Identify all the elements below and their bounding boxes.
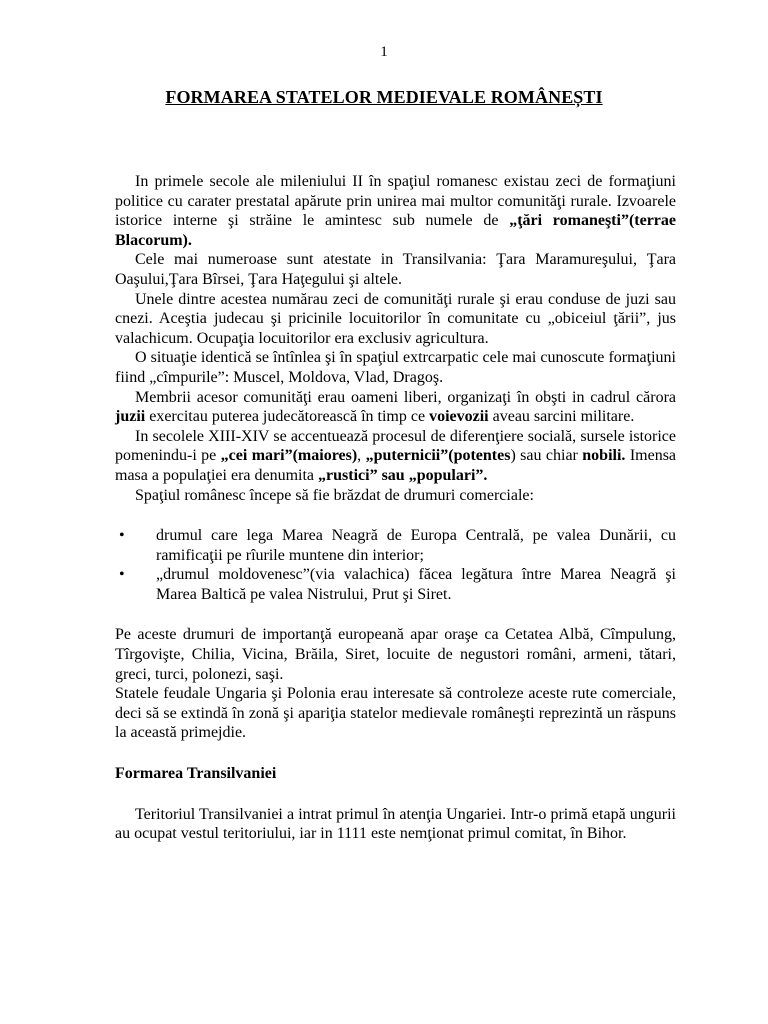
paragraph-feudal-states: Statele feudale Ungaria şi Polonia erau interesate să controleze aceste rute comerciale, deci să se extindă în zonă şi apariţia statelor medievale româneşti reprezintă un răspuns la această primejdie. <box>115 685 676 742</box>
bold-term-nobili: nobili. <box>582 447 626 465</box>
paragraph-text: exercitau puterea judecătorească în timp ce <box>145 408 430 426</box>
paragraph-trade-routes-intro: Spaţiul românesc începe să fie brăzdat de drumuri comerciale: <box>135 486 534 504</box>
page-title: FORMAREA STATELOR MEDIEVALE ROMÂNEȘTI <box>165 87 603 107</box>
paragraph-text: In primele secole ale mileniului II în spaţiul romanesc existau zeci de formaţiuni politice cu carater prestatal apărute prin unirea mai multor comunităţi rurale. Izvoarele istorice interne şi străine le amintesc sub numele de <box>115 173 676 230</box>
paragraph-extracarpathian: O situaţie identică se întînlea şi în spaţiul extrcarpatic cele mai cunoscute formaţiuni fiind „cîmpurile”: Muscel, Moldova, Vlad, Dragoş. <box>115 349 676 386</box>
bold-term-tari-romanesti: „ţări romaneşti”(terrae Blacorum) <box>115 212 677 249</box>
list-item-text: „drumul moldovenesc”(via valachica) făcea legătura între Marea Neagră şi Marea Baltică pe valea Nistrului, Prut şi Siret. <box>156 566 676 603</box>
bold-term-juzii: juzii <box>115 408 146 426</box>
bold-term-cei-mari: „cei mari”(maiores) <box>220 447 358 465</box>
bold-term-voievozii: voievozii <box>429 408 489 426</box>
document-body <box>115 172 676 844</box>
list-item <box>115 565 676 604</box>
paragraph-text: aveau sarcini militare. <box>488 408 635 426</box>
bold-punctuation: . <box>187 231 192 249</box>
bullet-icon: • <box>119 527 125 545</box>
paragraph-communities: Unele dintre acestea numărau zeci de comunităţi rurale şi erau conduse de juzi sau cnezi. Aceştia judecau şi pricinile locuitorilor în comunitate cu „obiceiul ţării”, jus valachicum. Ocupaţia locuitorilor era exclusiv agricultura. <box>115 290 676 347</box>
paragraph-social-differentiation <box>115 427 676 486</box>
paragraph-transilvania-formation: Teritoriul Transilvaniei a intrat primul în atenţia Ungariei. Intr-o primă etapă ungurii au ocupat vestul teritoriului, iar in 1111 este nemţionat primul comitat, în Bihor. <box>115 805 676 843</box>
bold-term-rustici: „rustici” sau „populari”. <box>318 466 488 484</box>
section-heading: Formarea Transilvaniei <box>115 765 277 783</box>
paragraph-text: ) sau chiar <box>510 447 583 465</box>
paragraph-members <box>115 388 676 427</box>
paragraph-transilvania-lands: Cele mai numeroase sunt atestate in Transilvania: Ţara Maramureşului, Ţara Oaşului,Ţara Bîrsei, Ţara Haţegului şi altele. <box>115 251 676 288</box>
paragraph-cities: Pe aceste drumuri de importanţă europeană apar oraşe ca Cetatea Albă, Cîmpulung, Tîrgovişte, Chilia, Vicina, Brăila, Siret, locuite de negustori români, armeni, tătari, greci, turci, polonezi, saşi. <box>115 626 676 683</box>
page-number: 1 <box>380 44 388 60</box>
paragraph-text: Imensa masa a populaţiei era denumita <box>115 447 677 484</box>
paragraph-intro <box>115 172 676 250</box>
list-item-text: drumul care lega Marea Neagră de Europa Centrală, pe valea Dunării, cu ramificaţii pe rîurile muntene din interior; <box>156 527 676 564</box>
paragraph-text: In secolele XIII-XIV se accentuează procesul de diferenţiere socială, sursele istorice pomenindu-i pe <box>115 427 676 465</box>
trade-routes-list <box>115 526 676 604</box>
paragraph-text: Membrii acesor comunităţi erau oameni liberi, organizaţi în obşti in cadrul cărora <box>135 388 676 406</box>
bullet-icon: • <box>119 566 125 584</box>
paragraph-text: , <box>357 447 366 465</box>
bold-term-puternicii: „puternicii”(potentes <box>365 447 511 465</box>
list-item <box>115 526 676 565</box>
